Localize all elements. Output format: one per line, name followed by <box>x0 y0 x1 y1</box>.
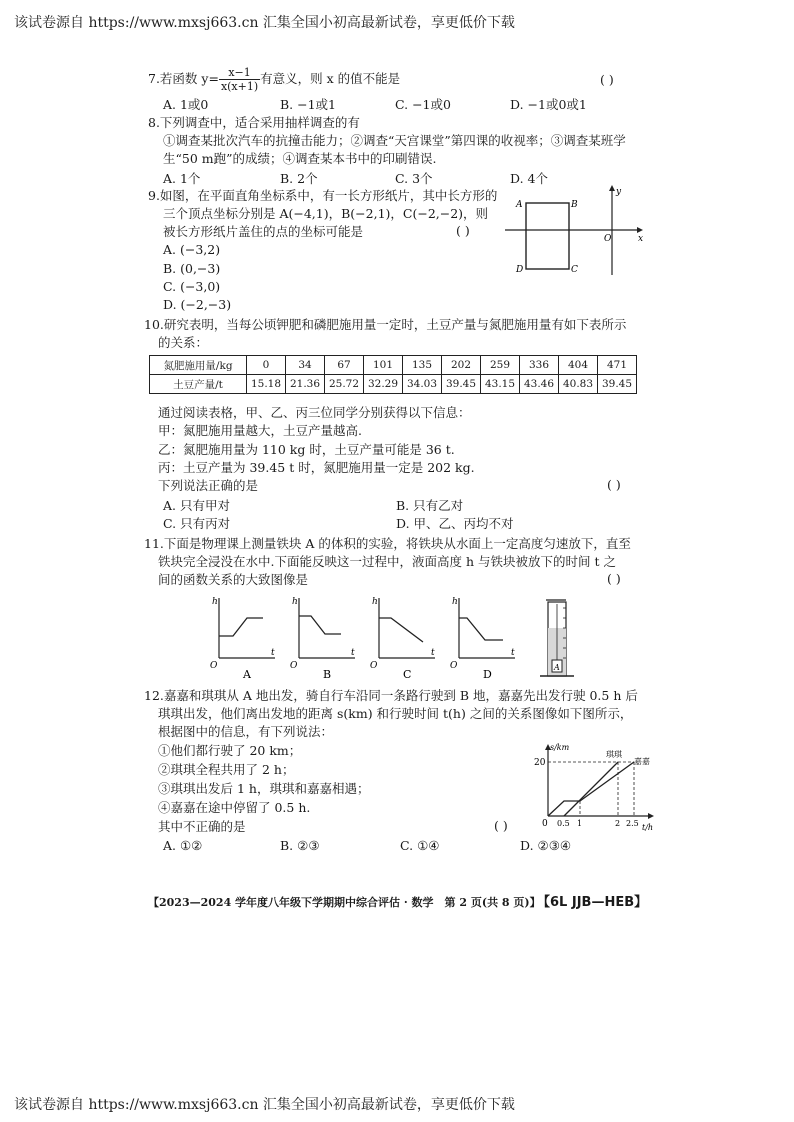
q10-row2-cell: 40.83 <box>559 375 598 394</box>
q11c-h-label: h <box>372 597 378 607</box>
q12-xlabel: t/h <box>642 823 654 832</box>
q11a-h-label: h <box>212 597 218 607</box>
q12-statement-1: ①他们都行驶了 20 km； <box>158 743 302 758</box>
q12-statement-3: ③琪琪出发后 1 h，琪琪和嘉嘉相遇； <box>158 781 370 796</box>
q7-answer-paren[interactable]: ( ) <box>600 72 614 87</box>
q11d-t-label: t <box>511 648 515 658</box>
q12-label-qiqi: 琪琪 <box>606 750 622 759</box>
q10-row2-cell: 39.45 <box>598 375 637 394</box>
q10-row2-cell: 34.03 <box>403 375 442 394</box>
q8-stem: 8.下列调查中，适合采用抽样调查的有 <box>148 115 360 130</box>
q10-row1-cell: 135 <box>403 356 442 375</box>
q10-row2-header: 土豆产量/t <box>150 375 247 394</box>
q10-row1-header: 氮肥施用量/kg <box>150 356 247 375</box>
q11-answer-paren[interactable]: ( ) <box>607 571 621 586</box>
q12-tick-2: 2 <box>615 819 621 828</box>
q8-option-a[interactable]: A. 1个 <box>163 171 201 186</box>
q11c-caption: C <box>403 668 412 681</box>
q11c-curve <box>379 618 423 642</box>
q7-stem <box>148 66 400 93</box>
q10-info: 通过阅读表格，甲、乙、丙三位同学分别获得以下信息： <box>158 405 471 420</box>
q11-line2: 铁块完全浸没在水中.下面能反映这一过程中，液面高度 h 与铁块被放下的时间 t 之 <box>158 554 616 569</box>
q7-option-b[interactable]: B. −1或1 <box>280 97 337 112</box>
watermark-bottom: 该试卷源自 https://www.mxsj663.cn 汇集全国小初高最新试卷，享更低价下载 <box>14 1097 515 1113</box>
q9-y-arrow-icon <box>609 185 615 191</box>
q12-option-d[interactable]: D. ②③④ <box>520 838 572 853</box>
q11a-origin: O <box>210 661 218 671</box>
q11b-h-label: h <box>292 597 298 607</box>
q10-row1-cell: 67 <box>325 356 364 375</box>
q11-graph-b[interactable] <box>285 592 360 682</box>
q12-origin: 0 <box>542 819 548 829</box>
q9-x-arrow-icon <box>637 227 643 233</box>
q12-option-c[interactable]: C. ①④ <box>400 838 440 853</box>
q10-row2-cell: 32.29 <box>364 375 403 394</box>
q11a-curve <box>219 618 263 636</box>
q9-option-b[interactable]: B. (0,−3) <box>163 261 221 276</box>
q11a-t-label: t <box>271 648 275 658</box>
q8-option-d[interactable]: D. 4个 <box>510 171 548 186</box>
q9-label-x: x <box>638 234 644 244</box>
q11b-caption: B <box>323 668 332 681</box>
q8-option-c[interactable]: C. 3个 <box>395 171 433 186</box>
q10-row1-cell: 336 <box>520 356 559 375</box>
q12-line1: 12.嘉嘉和琪琪从 A 地出发，骑自行车沿同一条路行驶到 B 地，嘉嘉先出发行驶 0.5 h 后 <box>144 688 638 703</box>
q11-graph-d[interactable] <box>445 592 520 682</box>
q10-row1-cell: 34 <box>286 356 325 375</box>
watermark-top: 该试卷源自 https://www.mxsj663.cn 汇集全国小初高最新试卷，享更低价下载 <box>14 15 515 31</box>
q11b-origin: O <box>290 661 298 671</box>
q11-graph-a[interactable] <box>205 592 280 682</box>
q9-label-A: A <box>516 200 523 210</box>
q11d-h-label: h <box>452 597 458 607</box>
q10-row2-cell: 15.18 <box>247 375 286 394</box>
q11b-t-label: t <box>351 648 355 658</box>
q9-label-C: C <box>571 265 578 275</box>
q10-answer-paren[interactable]: ( ) <box>607 477 621 492</box>
q10-row2-cell: 43.15 <box>481 375 520 394</box>
q9-option-d[interactable]: D. (−2,−3) <box>163 297 232 312</box>
q11a-caption: A <box>243 668 251 681</box>
q12-label-jiajia: 嘉嘉 <box>634 757 650 766</box>
q12-graph <box>532 740 662 832</box>
q10-row2-cell: 21.36 <box>286 375 325 394</box>
q12-answer-paren[interactable]: ( ) <box>494 818 508 833</box>
q11-graph-c[interactable] <box>365 592 440 682</box>
q10-row2-cell: 43.46 <box>520 375 559 394</box>
q12-ylabel: s/km <box>550 743 570 752</box>
q8-option-b[interactable]: B. 2个 <box>280 171 318 186</box>
q9-label-B: B <box>571 200 578 210</box>
q10-line1: 10.研究表明，当每公顷钾肥和磷肥施用量一定时，土豆产量与氮肥施用量有如下表所示 <box>144 317 627 332</box>
q10-table-row-potato <box>150 375 637 394</box>
q10-option-b[interactable]: B. 只有乙对 <box>396 498 464 513</box>
footer-text: 【2023—2024 学年度八年级下学期期中综合评估 · 数学 第 2 页(共 8 页)】 <box>148 896 541 909</box>
q12-ask: 其中不正确的是 <box>158 819 246 834</box>
q10-option-c[interactable]: C. 只有丙对 <box>163 516 231 531</box>
q10-row2-cell: 39.45 <box>442 375 481 394</box>
q11-cylinder-figure <box>532 598 582 682</box>
q7-prefix: 7.若函数 y= <box>148 71 219 86</box>
q9-rectangle <box>526 203 569 269</box>
q11d-curve <box>459 618 503 640</box>
q7-numerator: x−1 <box>219 66 260 80</box>
q10-option-a[interactable]: A. 只有甲对 <box>163 498 230 513</box>
q12-statement-4: ④嘉嘉在途中停留了 0.5 h. <box>158 800 311 815</box>
q12-line-qiqi <box>564 762 618 816</box>
q7-option-d[interactable]: D. −1或0或1 <box>510 97 587 112</box>
q11c-t-label: t <box>431 648 435 658</box>
q9-label-origin: O <box>604 234 612 244</box>
q11-line1: 11.下面是物理课上测量铁块 A 的体积的实验，将铁块从水面上一定高度匀速放下，直至 <box>144 536 631 551</box>
q9-line2: 三个顶点坐标分别是 A(−4,1)，B(−2,1)，C(−2,−2)，则 <box>163 206 489 221</box>
q9-label-D: D <box>516 265 524 275</box>
q9-option-c[interactable]: C. (−3,0) <box>163 279 221 294</box>
iron-block-label: A <box>554 663 560 672</box>
q10-row1-cell: 0 <box>247 356 286 375</box>
q12-tick-05: 0.5 <box>557 819 570 828</box>
q12-option-a[interactable]: A. ①② <box>163 838 203 853</box>
q10-row1-cell: 202 <box>442 356 481 375</box>
q9-label-y: y <box>616 187 622 197</box>
q12-line3: 根据图中的信息，有下列说法： <box>158 724 334 739</box>
q10-line2: 的关系： <box>158 335 209 350</box>
q12-tick-1: 1 <box>577 819 583 828</box>
q10-row1-cell: 471 <box>598 356 637 375</box>
q10-row1-cell: 101 <box>364 356 403 375</box>
q7-option-a[interactable]: A. 1或0 <box>163 97 209 112</box>
q9-option-a[interactable]: A. (−3,2) <box>163 242 221 257</box>
q7-fraction <box>219 66 260 93</box>
q10-statement-bing: 丙：土豆产量为 39.45 t 时，氮肥施用量一定是 202 kg. <box>158 460 475 475</box>
q11d-caption: D <box>483 668 492 681</box>
q11c-origin: O <box>370 661 378 671</box>
q7-suffix: 有意义，则 x 的值不能是 <box>260 71 401 86</box>
q9-figure <box>505 183 650 278</box>
q12-statement-2: ②琪琪全程共用了 2 h； <box>158 762 295 777</box>
q12-line2: 琪琪出发，他们离出发地的距离 s(km) 和行驶时间 t(h) 之间的关系图像如下图所示， <box>158 706 633 721</box>
q12-y-tick-20: 20 <box>534 758 546 768</box>
q10-statement-jia: 甲：氮肥施用量越大，土豆产量越高. <box>158 423 362 438</box>
q9-line3: 被长方形纸片盖住的点的坐标可能是 <box>163 224 364 239</box>
q10-row2-cell: 25.72 <box>325 375 364 394</box>
q7-option-c[interactable]: C. −1或0 <box>395 97 451 112</box>
q11-line3: 间的函数关系的大致图像是 <box>158 572 309 587</box>
footer-code: 【6L JJB—HEB】 <box>537 895 648 910</box>
q12-t-arrow-icon <box>648 813 654 819</box>
q11b-curve <box>299 616 341 634</box>
q9-line1: 9.如图，在平面直角坐标系中，有一长方形纸片，其中长方形的 <box>148 188 498 203</box>
q10-table-row-nitrogen <box>150 356 637 375</box>
q7-denominator: x(x+1) <box>220 80 259 93</box>
q10-ask: 下列说法正确的是 <box>158 478 259 493</box>
q10-row1-cell: 259 <box>481 356 520 375</box>
q12-tick-25: 2.5 <box>626 819 639 828</box>
q8-line3: 生“50 m跑”的成绩；④调查某本书中的印刷错误. <box>163 151 437 166</box>
q11d-origin: O <box>450 661 458 671</box>
q9-answer-paren[interactable]: ( ) <box>456 223 470 238</box>
q8-line2: ①调查某批次汽车的抗撞击能力；②调查“天宫课堂”第四课的收视率；③调查某班学 <box>163 133 626 148</box>
q12-option-b[interactable]: B. ②③ <box>280 838 320 853</box>
q10-statement-yi: 乙：氮肥施用量为 110 kg 时，土豆产量可能是 36 t. <box>158 442 455 457</box>
q10-option-d[interactable]: D. 甲、乙、丙均不对 <box>396 516 514 531</box>
q10-row1-cell: 404 <box>559 356 598 375</box>
q10-data-table <box>149 355 637 394</box>
